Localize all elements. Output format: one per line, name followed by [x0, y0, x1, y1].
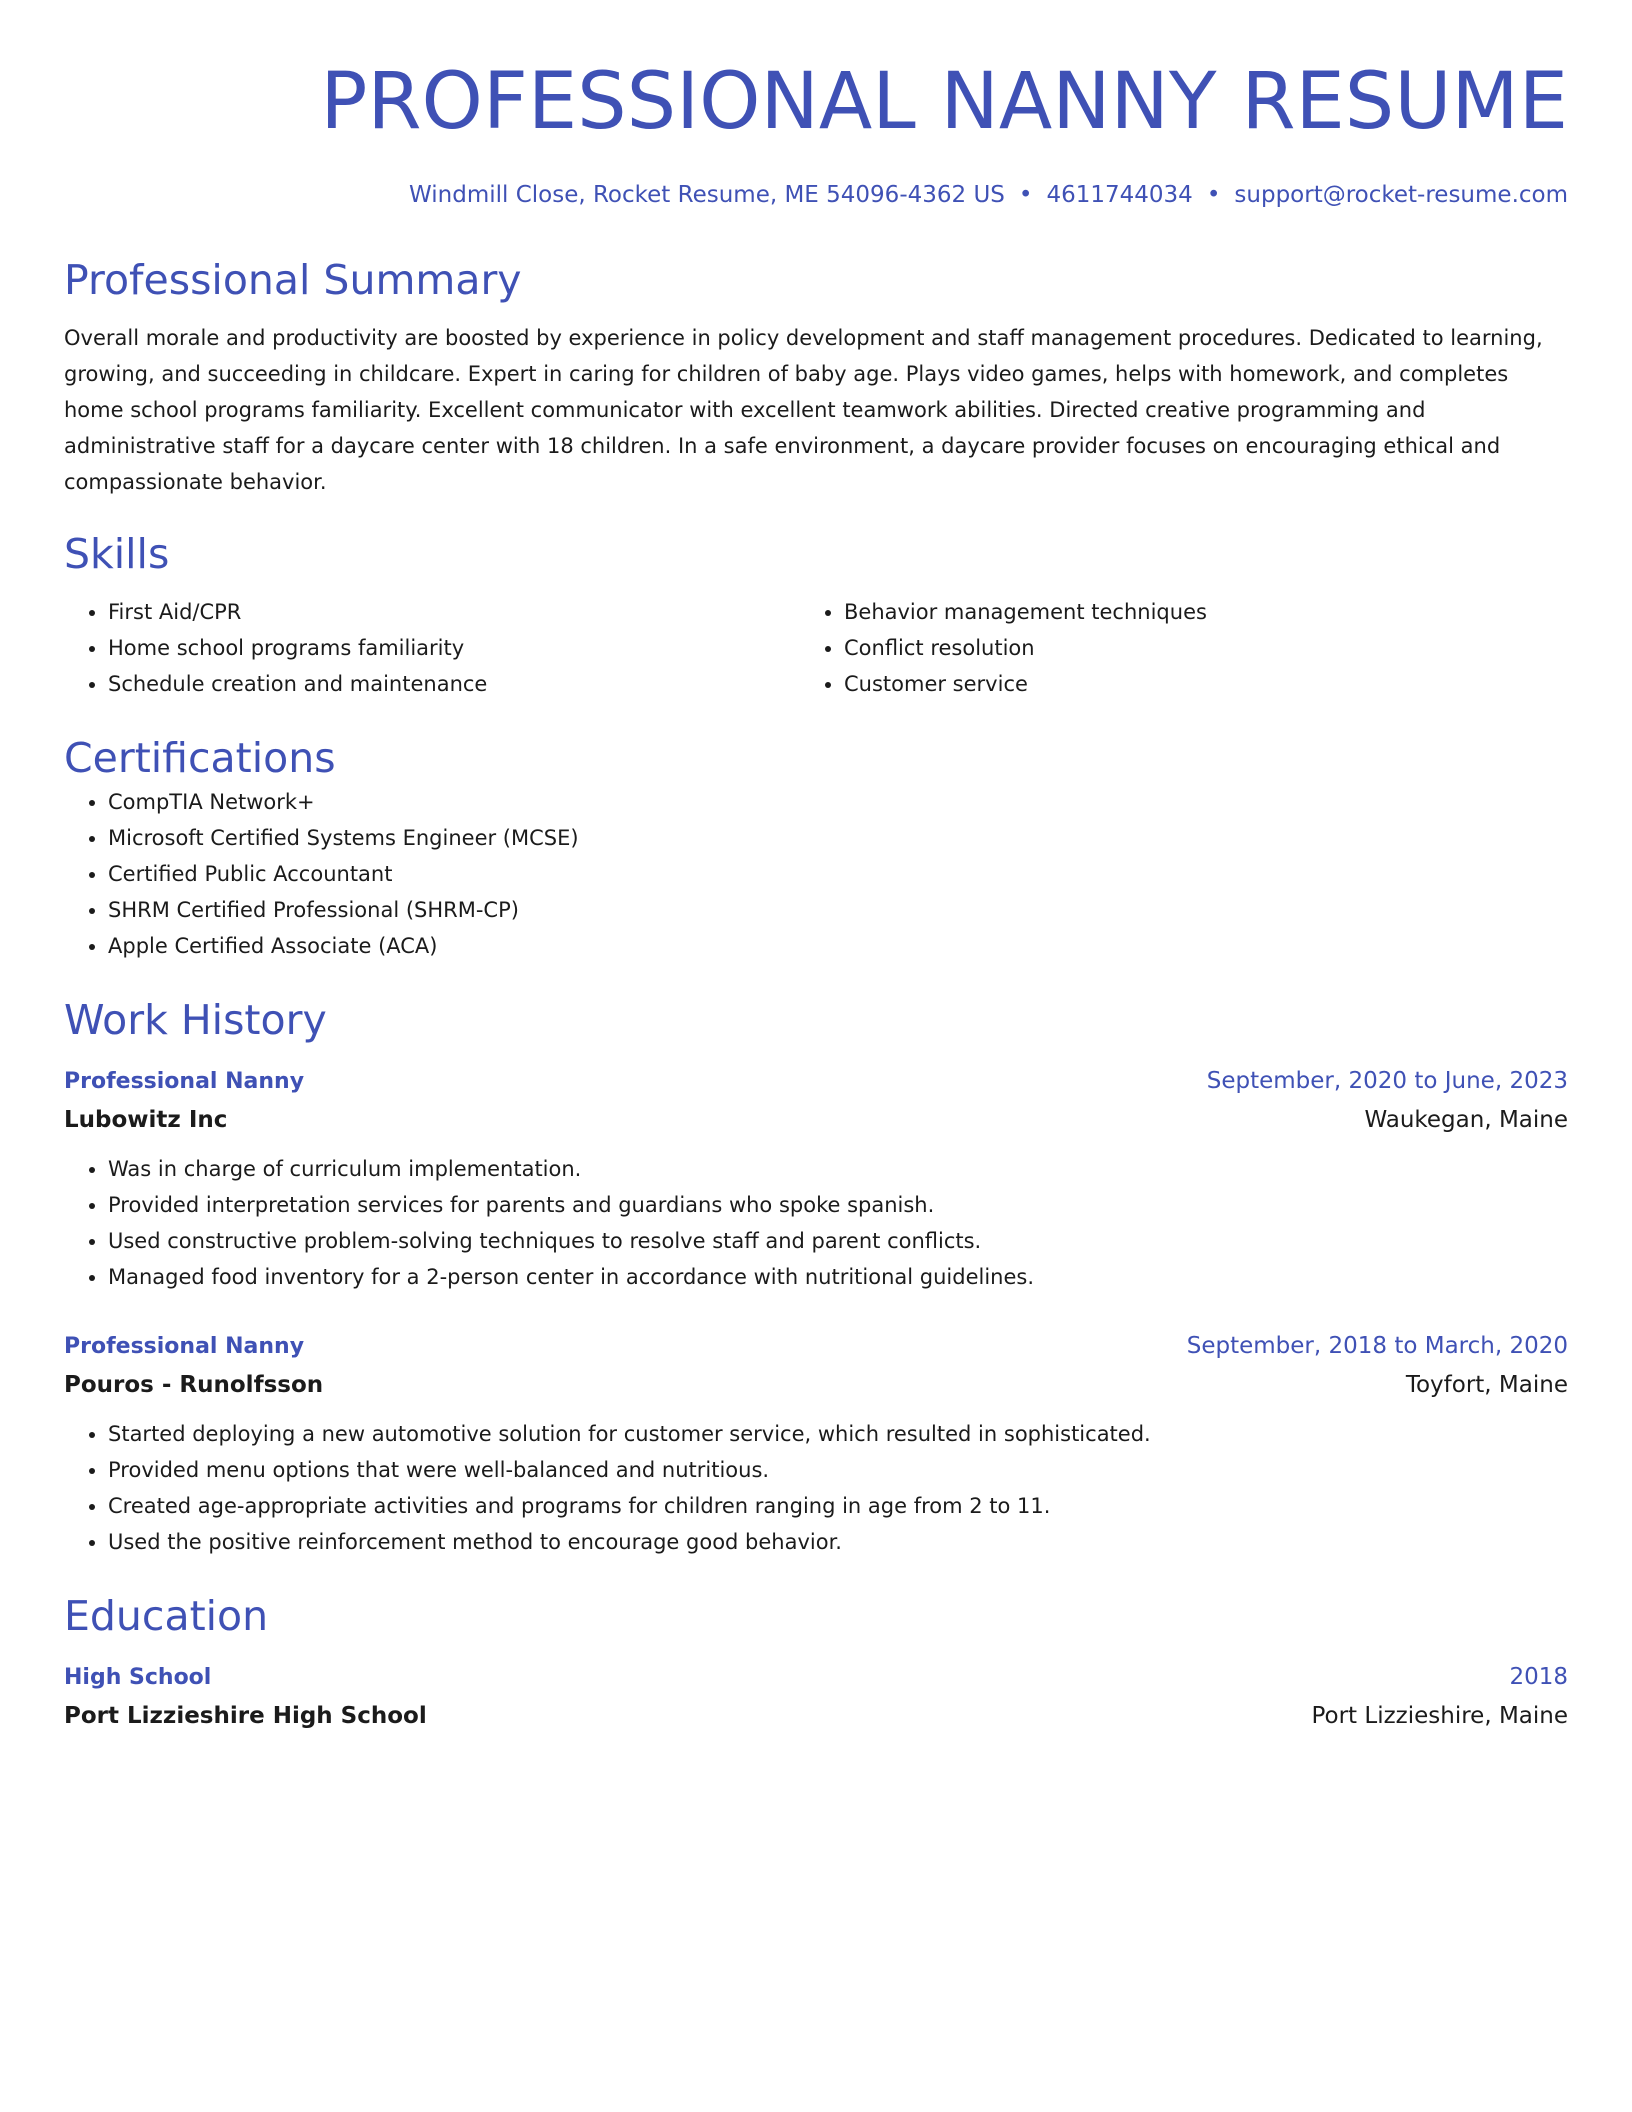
work-history-heading: Work History: [64, 996, 327, 1044]
contact-email: support@rocket-resume.com: [1234, 182, 1568, 208]
summary-text: Overall morale and productivity are boosted by experience in policy development and staff management procedures. Dedicated to learning, growing, and succeeding in childcare. Expert in caring for children of baby age. Plays video games, helps with homework, and completes home school programs familiarity. Excellent communicator with excellent teamwork abilities. Directed creative programming and administrative staff for a daycare center with 18 children. In a safe environment, a daycare provider focuses on encouraging ethical and compassionate behavior.: [64, 326, 1543, 494]
job-dates: September, 2020 to June, 2023: [1206, 1068, 1568, 1094]
education-entry: [64, 1658, 1568, 1735]
skill-item: • Home school programs familiarity: [108, 630, 800, 666]
certification-item: • Certified Public Accountant: [108, 856, 1568, 892]
skills-section: [64, 528, 1568, 702]
contact-line: [64, 180, 1568, 210]
certification-item: • SHRM Certified Professional (SHRM-CP): [108, 892, 1568, 928]
education-year: 2018: [1509, 1664, 1568, 1690]
contact-phone: 4611744034: [1046, 182, 1193, 208]
certifications-section: [64, 732, 1568, 964]
job-bullet: • Created age-appropriate activities and programs for children ranging in age from 2 to 11.: [108, 1488, 1568, 1524]
education-school: Port Lizzieshire High School: [64, 1703, 427, 1729]
education-school-row: [64, 1697, 1568, 1735]
job-bullet: • Was in charge of curriculum implementation.: [108, 1151, 1568, 1187]
job-bullet: • Started deploying a new automotive solution for customer service, which resulted in sophisticated.: [108, 1416, 1568, 1452]
job-company-row: [64, 1101, 1568, 1139]
summary-heading: Professional Summary: [64, 256, 522, 304]
job-bullet: • Used constructive problem-solving techniques to resolve staff and parent conflicts.: [108, 1223, 1568, 1259]
education-degree-row: [64, 1658, 1568, 1697]
education-degree: High School: [64, 1665, 212, 1690]
job-bullet: • Provided interpretation services for parents and guardians who spoke spanish.: [108, 1187, 1568, 1223]
job-bullet: • Provided menu options that were well-balanced and nutritious.: [108, 1452, 1568, 1488]
certification-item: • Microsoft Certified Systems Engineer (MCSE): [108, 820, 1568, 856]
contact-address: Windmill Close, Rocket Resume, ME 54096-4362 US: [409, 182, 1005, 208]
skill-item: • First Aid/CPR: [108, 594, 800, 630]
job-bullet: • Managed food inventory for a 2-person center in accordance with nutritional guidelines.: [108, 1259, 1568, 1295]
contact-separator: •: [1206, 182, 1221, 208]
certifications-list: [64, 784, 1568, 964]
job-company: Pouros - Runolfsson: [64, 1372, 324, 1398]
job-title-row: [64, 1327, 1568, 1366]
summary-section: [64, 254, 1568, 500]
skill-item: • Conflict resolution: [844, 630, 1536, 666]
skill-item: • Behavior management techniques: [844, 594, 1536, 630]
job-bullet: • Used the positive reinforcement method to encourage good behavior.: [108, 1524, 1568, 1560]
job-location: Toyfort, Maine: [1405, 1372, 1568, 1398]
skills-list-right: [800, 594, 1536, 702]
resume-title: PROFESSIONAL NANNY RESUME: [320, 57, 1568, 147]
job-title: Professional Nanny: [64, 1334, 305, 1359]
contact-separator: •: [1018, 182, 1033, 208]
job-bullets: [64, 1416, 1568, 1560]
skills-heading: Skills: [64, 530, 170, 578]
job-entry: [64, 1327, 1568, 1560]
skills-grid: [64, 594, 1568, 702]
education-location: Port Lizzieshire, Maine: [1311, 1703, 1568, 1729]
education-heading: Education: [64, 1592, 269, 1640]
skills-column-right: [800, 594, 1536, 702]
skill-item: • Customer service: [844, 666, 1536, 702]
education-section: [64, 1590, 1568, 1735]
job-company: Lubowitz Inc: [64, 1107, 228, 1133]
job-bullets: [64, 1151, 1568, 1295]
certifications-heading: Certifications: [64, 734, 336, 782]
job-location: Waukegan, Maine: [1364, 1107, 1568, 1133]
resume-header: [64, 0, 1568, 210]
work-history-section: [64, 994, 1568, 1560]
job-dates: September, 2018 to March, 2020: [1186, 1333, 1568, 1359]
job-title-row: [64, 1062, 1568, 1101]
certification-item: • CompTIA Network+: [108, 784, 1568, 820]
job-company-row: [64, 1366, 1568, 1404]
skill-item: • Schedule creation and maintenance: [108, 666, 800, 702]
job-title: Professional Nanny: [64, 1069, 305, 1094]
job-entry: [64, 1062, 1568, 1295]
skills-list-left: [64, 594, 800, 702]
skills-column-left: [64, 594, 800, 702]
certification-item: • Apple Certified Associate (ACA): [108, 928, 1568, 964]
